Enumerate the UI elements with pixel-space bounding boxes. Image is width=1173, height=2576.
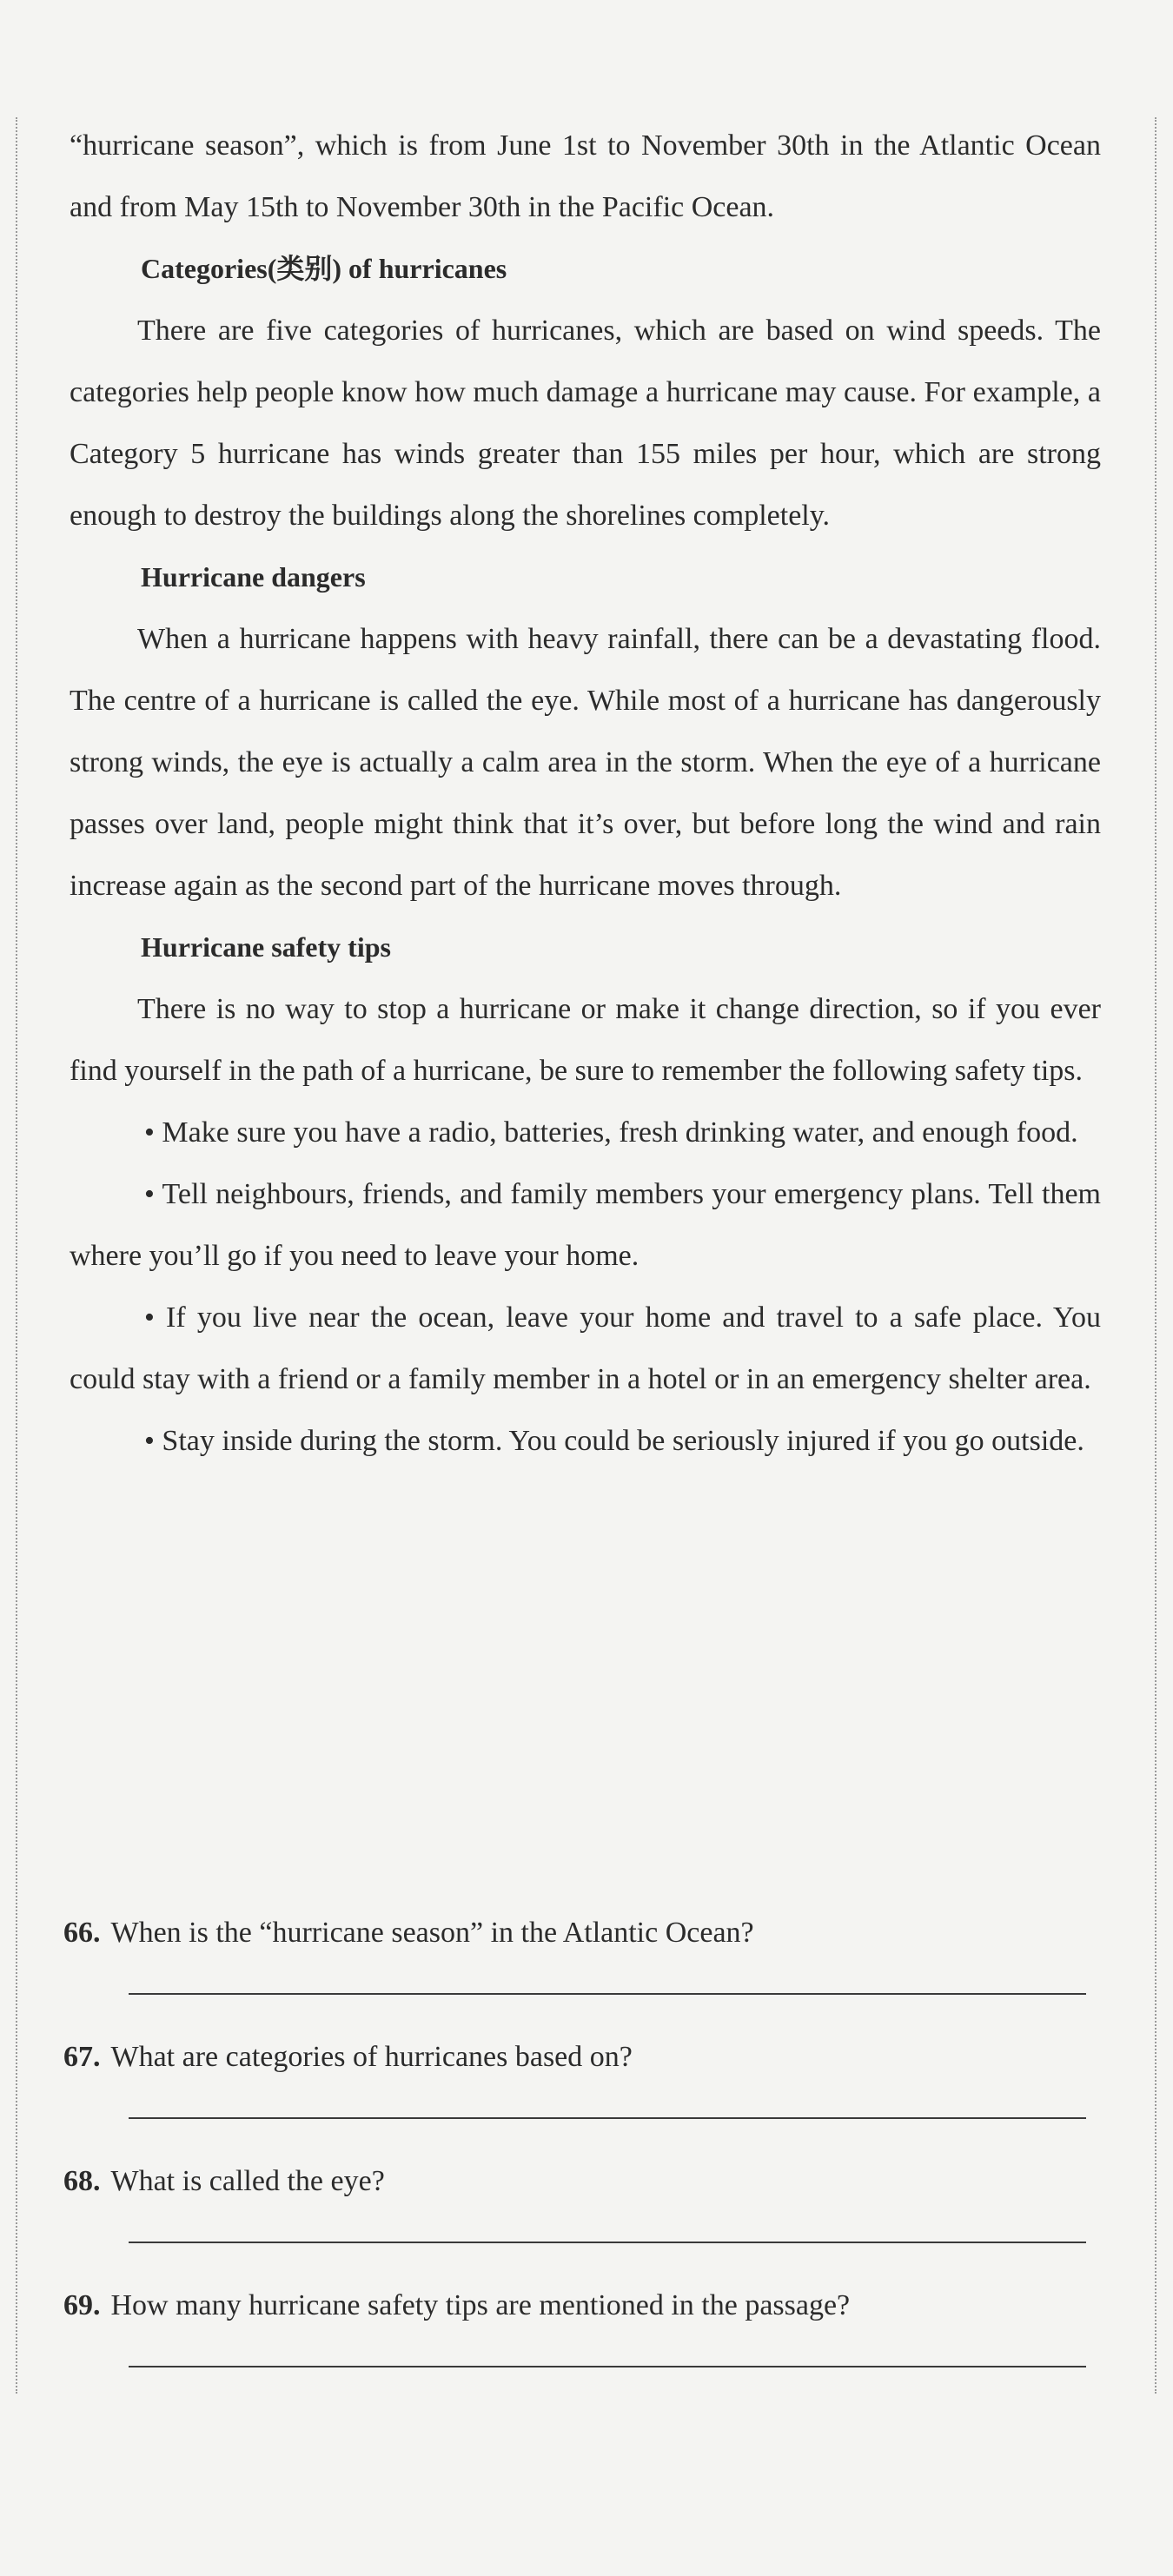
safety-tip-item: • Make sure you have a radio, batteries, fresh drinking water, and enough food.: [144, 1116, 1078, 1149]
section-paragraph-categories: There are five categories of hurricanes, which are based on wind speeds. The categories help people know how much damage a hurricane may cause. For example, a Category 5 hurricane has winds greater than 155 miles per hour, which are strong enough to destroy the buildings along the shorelines completely.: [70, 315, 1101, 532]
safety-tip-item: • Tell neighbours, friends, and family members your emergency plans. Tell them where you’ll go if you need to leave your home.: [70, 1178, 1101, 1272]
question-number: 69.: [63, 2289, 101, 2321]
question-number: 66.: [63, 1917, 101, 1949]
question-66: [63, 1911, 1106, 2036]
question-text: What are categories of hurricanes based on?: [110, 2041, 633, 2073]
answer-line[interactable]: [129, 2117, 1086, 2119]
reading-passage: [70, 115, 1101, 1472]
question-67: [63, 2036, 1106, 2160]
question-text: What is called the eye?: [110, 2165, 385, 2197]
intro-paragraph: “hurricane season”, which is from June 1st to November 30th in the Atlantic Ocean and from May 15th to November 30th in the Pacific Ocean.: [70, 129, 1101, 223]
right-margin-dotted-line: [1155, 117, 1156, 2394]
section-heading-categories: Categories(类别) of hurricanes: [141, 253, 507, 284]
question-number: 68.: [63, 2165, 101, 2197]
section-paragraph-dangers: When a hurricane happens with heavy rainfall, there can be a devastating flood. The centre of a hurricane is called the eye. While most of a hurricane has dangerously strong winds, the eye is actually a calm area in the storm. When the eye of a hurricane passes over land, people might think that it’s over, but before long the wind and rain increase again as the second part of the hurricane moves through.: [70, 623, 1101, 902]
section-heading-safety-tips: Hurricane safety tips: [141, 931, 391, 963]
safety-tip-item: • Stay inside during the storm. You could be seriously injured if you go outside.: [144, 1425, 1084, 1457]
answer-line[interactable]: [129, 1993, 1086, 1995]
section-heading-dangers: Hurricane dangers: [141, 561, 366, 593]
left-margin-dotted-line: [16, 117, 17, 2394]
answer-line[interactable]: [129, 2242, 1086, 2243]
section-paragraph-safety-tips: There is no way to stop a hurricane or make it change direction, so if you ever find yourself in the path of a hurricane, be sure to remember the following safety tips.: [70, 993, 1101, 1087]
question-list: [63, 1911, 1106, 2408]
question-number: 67.: [63, 2041, 101, 2073]
safety-tip-item: • If you live near the ocean, leave your home and travel to a safe place. You could stay with a friend or a family member in a hotel or in an emergency shelter area.: [70, 1301, 1101, 1395]
answer-line[interactable]: [129, 2366, 1086, 2367]
question-text: When is the “hurricane season” in the Atlantic Ocean?: [110, 1917, 754, 1949]
question-68: [63, 2160, 1106, 2284]
question-69: [63, 2284, 1106, 2408]
question-text: How many hurricane safety tips are mentioned in the passage?: [110, 2289, 851, 2321]
